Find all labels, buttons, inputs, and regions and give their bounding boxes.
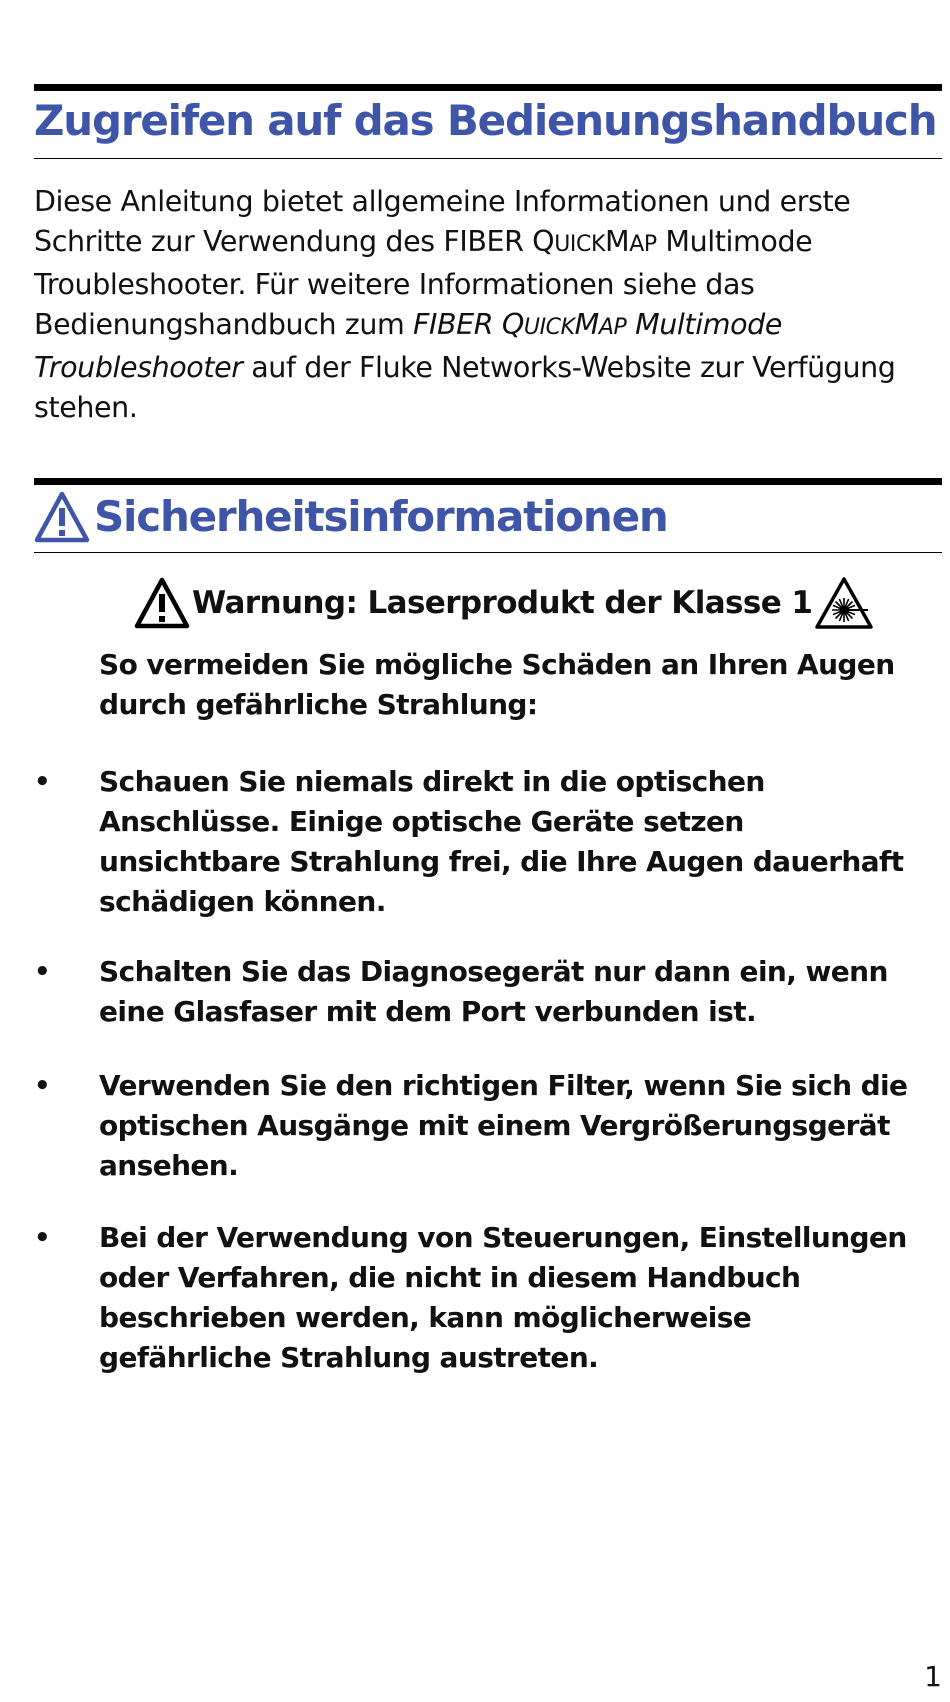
- list-item: Schauen Sie niemals direkt in die optischen Anschlüsse. Einige optische Geräte setzen unsichtbare Strahlung frei, die Ihre Augen dauerhaft schädigen können.: [99, 765, 904, 918]
- list-item: Schalten Sie das Diagnosegerät nur dann ein, wenn eine Glasfaser mit dem Port verbunden ist.: [99, 955, 888, 1028]
- intro-paragraph: Diese Anleitung bietet allgemeine Informationen und erste Schritte zur Verwendung des FIBER QUICKMAP Multimode Troubleshooter. Für weitere Informationen siehe das Bedienungshandbuch zum FIBER QUICKMAP Multimode Troubleshooter auf der Fluke Networks-Website zur Verfügung stehen.: [34, 185, 896, 424]
- section-top-rule: [34, 478, 942, 485]
- section-title-safety: Sicherheitsinformationen: [94, 492, 668, 541]
- section-title-manual-access: Zugreifen auf das Bedienungshandbuch: [34, 96, 937, 145]
- bullet-marker: •: [34, 1071, 51, 1101]
- laser-radiation-icon: [814, 576, 874, 630]
- list-item: Bei der Verwendung von Steuerungen, Einstellungen oder Verfahren, die nicht in diesem Handbuch beschrieben werden, kann möglicherweise gefährliche Strahlung austreten.: [99, 1221, 907, 1374]
- section-title-underline: [34, 552, 942, 553]
- warning-heading: [134, 575, 874, 631]
- warning-lead-text: So vermeiden Sie mögliche Schäden an Ihren Augen durch gefährliche Strahlung:: [99, 648, 895, 721]
- section-title-row: [34, 488, 668, 546]
- warning-triangle-icon: [134, 577, 190, 629]
- bullet-marker: •: [34, 767, 51, 797]
- bullet-marker: •: [34, 1223, 51, 1253]
- warning-triangle-icon: [34, 491, 90, 543]
- section-title-underline: [34, 158, 942, 159]
- bullet-marker: •: [34, 957, 51, 987]
- section-top-rule: [34, 84, 942, 91]
- list-item: Verwenden Sie den richtigen Filter, wenn Sie sich die optischen Ausgänge mit einem Vergrößerungsgerät ansehen.: [99, 1069, 908, 1182]
- manual-page: [34, 0, 942, 1702]
- warning-heading-text: Warnung: Laserprodukt der Klasse 1: [192, 585, 813, 621]
- page-number: 1: [924, 1660, 942, 1693]
